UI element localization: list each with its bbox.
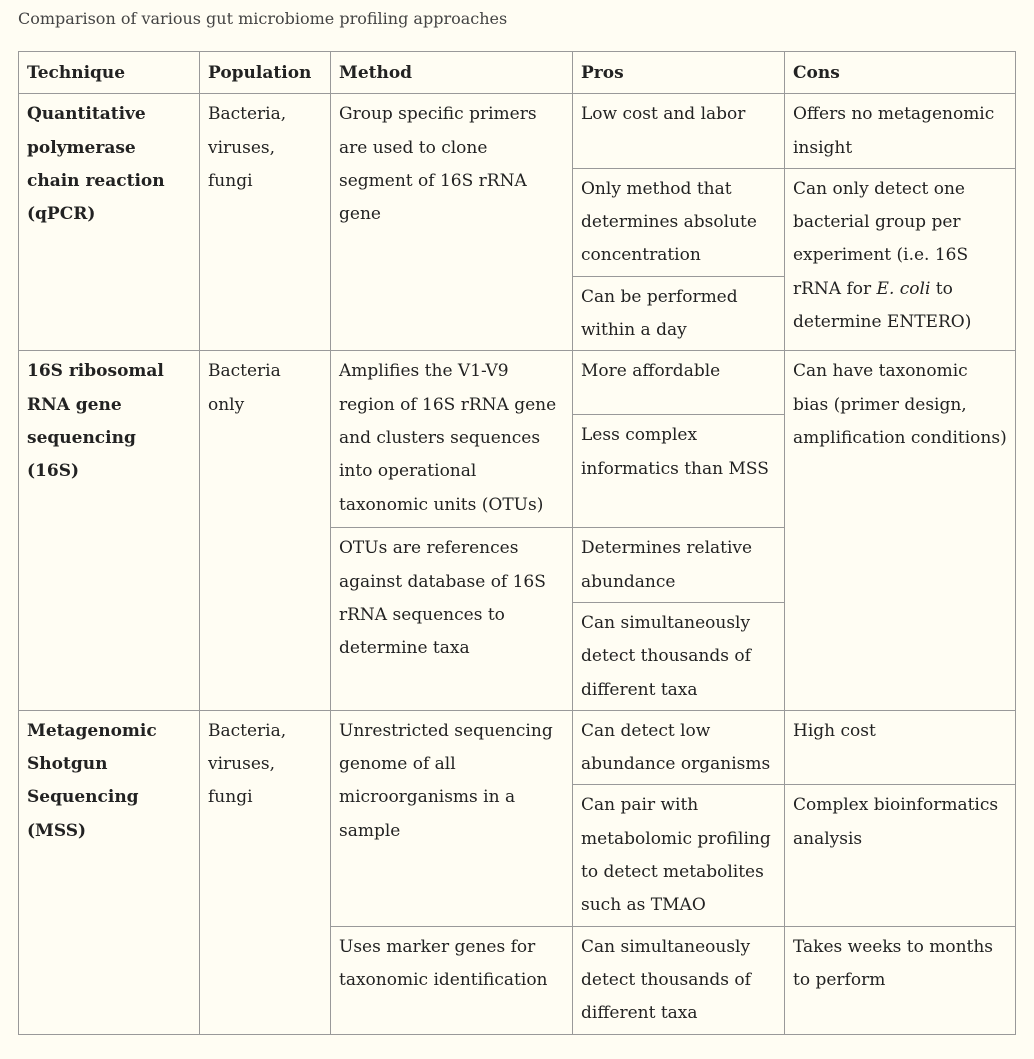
table-row bbox=[19, 710, 1016, 785]
cons-organism-name: E. coli bbox=[876, 278, 931, 299]
technique-cell: Metagenomic Shotgun Sequencing (MSS) bbox=[19, 710, 200, 1034]
population-cell: Bacteria only bbox=[200, 351, 331, 710]
table-row bbox=[19, 94, 1016, 169]
cons-cell: Can have taxonomic bias (primer design, amplification conditions) bbox=[785, 351, 1016, 710]
technique-cell: 16S ribosomal RNA gene sequencing (16S) bbox=[19, 351, 200, 710]
cons-cell: Complex bioinformatics analysis bbox=[785, 785, 1016, 926]
pros-cell: More affordable bbox=[573, 351, 785, 415]
table-caption: Comparison of various gut microbiome profiling approaches bbox=[18, 9, 508, 28]
cons-cell: High cost bbox=[785, 710, 1016, 785]
header-row bbox=[19, 52, 1016, 94]
pros-cell: Only method that determines absolute concentration bbox=[573, 168, 785, 276]
population-cell: Bacteria, viruses, fungi bbox=[200, 710, 331, 1034]
header-technique: Technique bbox=[19, 52, 200, 94]
cons-cell: Takes weeks to months to perform bbox=[785, 926, 1016, 1034]
header-pros: Pros bbox=[573, 52, 785, 94]
header-population: Population bbox=[200, 52, 331, 94]
method-cell: Amplifies the V1-V9 region of 16S rRNA gene and clusters sequences into operational taxonomic units (OTUs) bbox=[331, 351, 573, 528]
pros-cell: Can pair with metabolomic profiling to detect metabolites such as TMAO bbox=[573, 785, 785, 926]
technique-cell: Quantitative polymerase chain reaction (qPCR) bbox=[19, 94, 200, 351]
pros-cell: Less complex informatics than MSS bbox=[573, 415, 785, 528]
method-cell: Group specific primers are used to clone segment of 16S rRNA gene bbox=[331, 94, 573, 351]
pros-cell: Can be performed within a day bbox=[573, 276, 785, 351]
pros-cell: Low cost and labor bbox=[573, 94, 785, 169]
pros-cell: Determines relative abundance bbox=[573, 528, 785, 603]
pros-cell: Can simultaneously detect thousands of different taxa bbox=[573, 926, 785, 1034]
cons-text: to determine ENTERO) bbox=[793, 278, 972, 333]
cons-text: Can only detect one bacterial group per experiment (i.e. 16S rRNA for bbox=[793, 178, 969, 299]
comparison-table bbox=[18, 51, 1016, 1035]
table-row bbox=[19, 351, 1016, 415]
cons-cell: Offers no metagenomic insight bbox=[785, 94, 1016, 169]
cons-cell bbox=[785, 168, 1016, 350]
population-cell: Bacteria, viruses, fungi bbox=[200, 94, 331, 351]
method-cell: Uses marker genes for taxonomic identification bbox=[331, 926, 573, 1034]
header-cons: Cons bbox=[785, 52, 1016, 94]
pros-cell: Can detect low abundance organisms bbox=[573, 710, 785, 785]
method-cell: Unrestricted sequencing genome of all microorganisms in a sample bbox=[331, 710, 573, 926]
method-cell: OTUs are references against database of 16S rRNA sequences to determine taxa bbox=[331, 528, 573, 710]
header-method: Method bbox=[331, 52, 573, 94]
pros-cell: Can simultaneously detect thousands of different taxa bbox=[573, 602, 785, 710]
